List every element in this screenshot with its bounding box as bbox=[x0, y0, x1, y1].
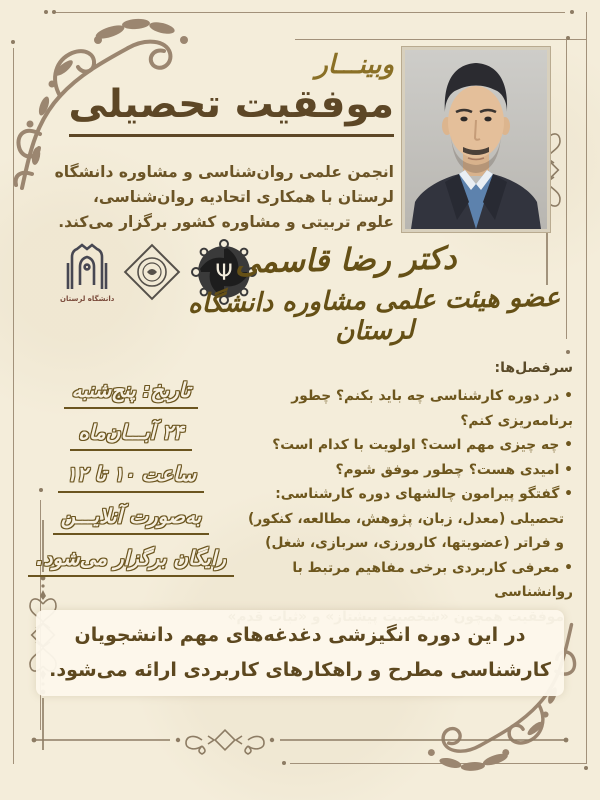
organizer-text bbox=[49, 160, 394, 235]
frame-dot bbox=[570, 10, 574, 14]
topic-item-continuation: و فراتر (عضویتها، کارورزی، سربازی، شغل) bbox=[265, 535, 564, 551]
topics-heading: سرفصل‌ها: bbox=[494, 360, 573, 376]
summary-box bbox=[36, 610, 564, 696]
topic-item: • گفتگو پیرامون چالشهای دوره کارشناسی: bbox=[223, 482, 573, 507]
speaker-block bbox=[163, 238, 585, 349]
topic-item-continuation: تحصیلی (معدل، زبان، پژوهش، مطالعه، کنکور) bbox=[247, 510, 564, 527]
topic-item: • معرفی کاربردی برخی مفاهیم مرتبط با روانشناسی bbox=[223, 556, 573, 605]
poster-title: موفقیت تحصیلی bbox=[69, 82, 394, 137]
frame-dot bbox=[566, 350, 570, 354]
speaker-portrait-illustration bbox=[405, 50, 547, 229]
bottom-ornament-rule bbox=[30, 722, 570, 766]
summary-line: در این دوره انگیزشی دغدغه‌های مهم دانشجویان bbox=[74, 624, 526, 646]
organizer-line: علوم تربیتی و مشاوره کشور برگزار می‌کند. bbox=[58, 213, 394, 231]
frame-line-right-outer bbox=[586, 12, 587, 764]
schedule-month: ۲۴ آبـــان‌ماه bbox=[70, 420, 191, 451]
university-logo-caption: دانشگاه لرستان bbox=[60, 295, 115, 303]
organizer-line: انجمن علمی روان‌شناسی و مشاوره دانشگاه bbox=[54, 163, 394, 181]
topics-list bbox=[223, 384, 573, 629]
speaker-affiliation: عضو هیئت علمی مشاوره دانشگاه لرستان bbox=[187, 282, 561, 347]
speaker-photo bbox=[402, 47, 550, 232]
frame-dot bbox=[566, 36, 570, 40]
webinar-kicker: وبینـــار bbox=[315, 50, 394, 80]
schedule-time: ساعت ۱۰ تا ۱۲ bbox=[58, 462, 204, 493]
schedule-format: به‌صورت آنلایـــن bbox=[53, 504, 209, 535]
schedule-block bbox=[26, 378, 236, 588]
schedule-date: تاریخ: پنج‌شنبه bbox=[64, 378, 199, 409]
topic-item: • چه چیزی مهم است؟ اولویت با کدام است؟ bbox=[223, 433, 573, 458]
speaker-name: دکتر رضا قاسمی bbox=[234, 240, 457, 281]
summary-line: کارشناسی مطرح و راهکارهای کاربردی ارائه می‌شود. bbox=[49, 659, 551, 681]
svg-text:Ψ: Ψ bbox=[215, 261, 234, 286]
frame-line-top-inner bbox=[295, 39, 587, 40]
organizer-line: لرستان با همکاری اتحادیه روان‌شناسی، bbox=[92, 188, 394, 206]
schedule-price: رایگان برگزار می‌شود. bbox=[28, 546, 234, 577]
lorestan-university-logo bbox=[60, 241, 114, 303]
topic-item: • در دوره کارشناسی چه باید بکنم؟ چطور برنامه‌ریزی کنم؟ bbox=[223, 384, 573, 433]
topic-item: • امیدی هست؟ چطور موفق شوم؟ bbox=[223, 458, 573, 483]
